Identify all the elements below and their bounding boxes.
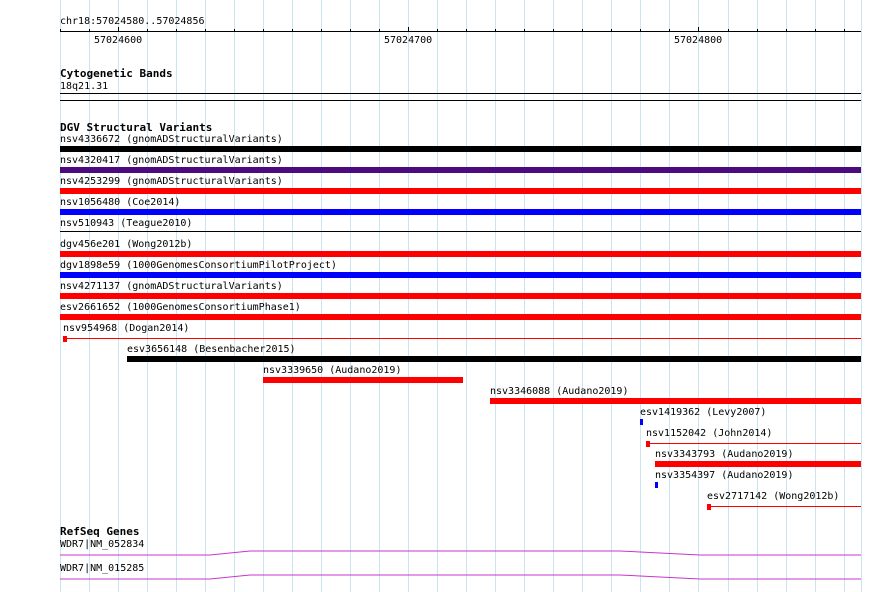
variant-bar[interactable] [707,506,861,507]
cyto-track-title[interactable]: Cytogenetic Bands [60,67,173,80]
variant-label[interactable]: nsv3354397 (Audano2019) [655,470,794,481]
variant-bar[interactable] [127,356,861,362]
ruler-minor-tick [844,29,845,32]
refseq-track-title[interactable]: RefSeq Genes [60,525,140,538]
refseq-gene-line[interactable] [60,546,862,560]
variant-label[interactable]: nsv954968 (Dogan2014) [63,323,190,334]
variant-label[interactable]: esv2661652 (1000GenomesConsortiumPhase1) [60,302,301,313]
variant-label[interactable]: nsv3339650 (Audano2019) [263,365,402,376]
variant-bar[interactable] [60,251,861,257]
ruler-minor-tick [669,29,670,32]
ruler-minor-tick [147,29,148,32]
gene-line-1[interactable] [60,551,861,555]
variant-bar[interactable] [60,231,861,232]
ruler-minor-tick [176,29,177,32]
variant-start-block[interactable] [63,336,67,342]
ruler-minor-tick [582,29,583,32]
ruler-minor-tick [815,29,816,32]
variant-label[interactable]: nsv510943 (Teague2010) [60,218,193,229]
dgv-track-title[interactable]: DGV Structural Variants [60,121,213,134]
variant-label[interactable]: dgv456e201 (Wong2012b) [60,239,193,250]
ruler-minor-tick [60,29,61,32]
variant-label[interactable]: esv1419362 (Levy2007) [640,407,767,418]
ruler-minor-tick [495,29,496,32]
refseq-gene-label[interactable]: WDR7|NM_052834 [60,539,145,550]
variant-bar[interactable] [655,482,658,488]
variant-bar[interactable] [640,419,643,425]
ruler-minor-tick [466,29,467,32]
ruler-major-tick [698,27,699,32]
variant-label[interactable]: nsv1056480 (Coe2014) [60,197,181,208]
ruler-minor-tick [350,29,351,32]
variant-label[interactable]: nsv4271137 (gnomADStructuralVariants) [60,281,283,292]
ruler-minor-tick [89,29,90,32]
variant-bar[interactable] [490,398,861,404]
variant-label[interactable]: nsv4336672 (gnomADStructuralVariants) [60,134,283,145]
variant-bar[interactable] [60,188,861,194]
variant-label[interactable]: nsv4320417 (gnomADStructuralVariants) [60,155,283,166]
refseq-gene-label[interactable]: WDR7|NM_015285 [60,563,145,574]
ruler-minor-tick [234,29,235,32]
ruler-major-tick [118,27,119,32]
cyto-band-bar-top[interactable] [60,93,861,94]
ruler-minor-tick [205,29,206,32]
variant-label[interactable]: esv2717142 (Wong2012b) [707,491,840,502]
ruler-location: chr18:57024580..57024856 [60,16,205,27]
variant-label[interactable]: esv3656148 (Besenbacher2015) [127,344,296,355]
ruler-minor-tick [321,29,322,32]
variant-label[interactable]: dgv1898e59 (1000GenomesConsortiumPilotProject) [60,260,337,271]
variant-bar[interactable] [646,443,861,444]
variant-label[interactable]: nsv1152042 (John2014) [646,428,773,439]
variant-label[interactable]: nsv3343793 (Audano2019) [655,449,794,460]
ruler-tick-label: 57024800 [674,35,723,46]
ruler-major-tick [408,27,409,32]
ruler-minor-tick [640,29,641,32]
ruler-minor-tick [611,29,612,32]
ruler-tick-label: 57024600 [94,35,143,46]
refseq-gene-line[interactable] [60,570,862,584]
variant-bar[interactable] [60,146,861,152]
ruler-tick-label: 57024700 [384,35,433,46]
variant-start-block[interactable] [646,441,650,447]
variant-label[interactable]: nsv3346088 (Audano2019) [490,386,629,397]
grid-edge-line [861,0,862,592]
ruler-minor-tick [757,29,758,32]
variant-bar[interactable] [60,314,861,320]
ruler-minor-tick [524,29,525,32]
cyto-band-label: 18q21.31 [60,81,109,92]
ruler-axis [60,31,861,32]
variant-bar[interactable] [60,209,861,215]
variant-bar[interactable] [60,293,861,299]
variant-bar[interactable] [655,461,861,467]
ruler-minor-tick [553,29,554,32]
ruler-minor-tick [786,29,787,32]
gene-line-2[interactable] [60,575,861,579]
ruler-minor-tick [728,29,729,32]
ruler-minor-tick [379,29,380,32]
ruler-minor-tick [292,29,293,32]
cyto-track-divider [60,100,861,101]
ruler-minor-tick [263,29,264,32]
variant-bar[interactable] [63,338,861,339]
variant-label[interactable]: nsv4253299 (gnomADStructuralVariants) [60,176,283,187]
ruler-minor-tick [437,29,438,32]
variant-start-block[interactable] [707,504,711,510]
variant-bar[interactable] [60,167,861,173]
variant-bar[interactable] [60,272,861,278]
variant-bar[interactable] [263,377,463,383]
